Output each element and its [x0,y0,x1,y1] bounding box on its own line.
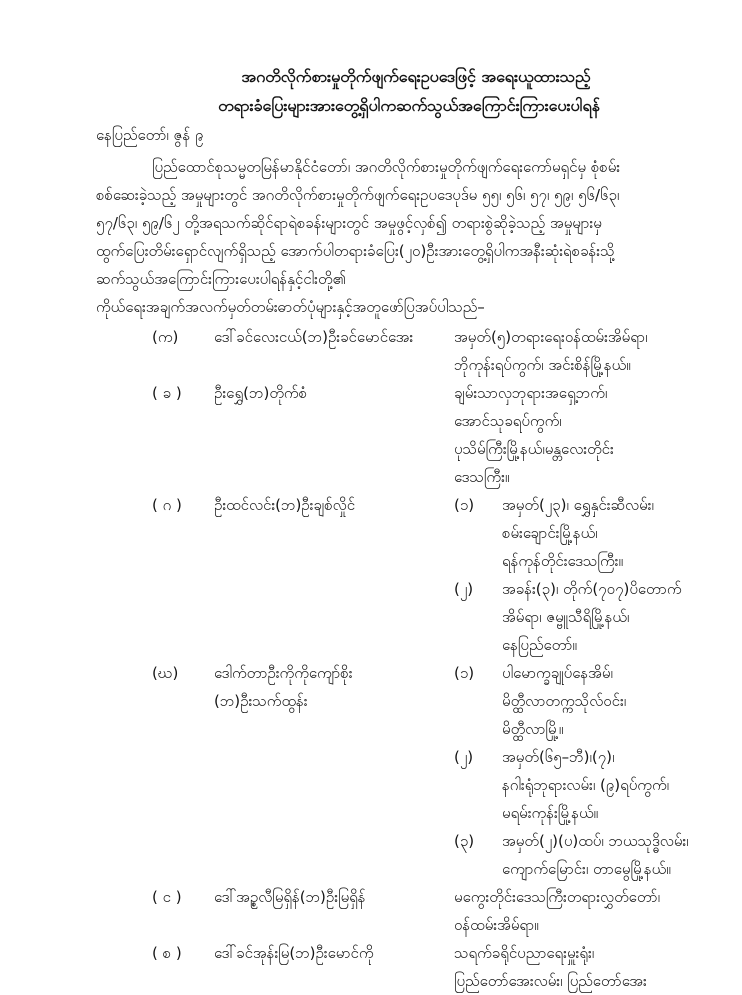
entry-addresses [454,491,722,659]
body-paragraph [96,153,722,293]
entry-label: (က) [152,327,179,346]
fugitive-entry [152,883,722,939]
address-text [502,827,722,883]
address-number: (၁) [454,495,475,514]
address-text [502,575,722,659]
address-text [502,491,722,575]
address-line: ဒေသကြီး။ [454,467,510,486]
address-line: နေပြည်တော်။ [502,635,577,654]
fugitive-list [96,323,722,995]
address-line: အမှတ်(၂)(ပ)ထပ်၊ ဘယသုဒ္ဓိလမ်း၊ [502,831,689,850]
address-text [502,659,722,743]
intro-line: ကိုယ်ရေးအချက်အလက်မှတ်တမ်းဓာတ်ပုံများနှင့်အတူဖော်ပြအပ်ပါသည်– [96,297,485,316]
address-item [454,491,722,575]
entry-addresses [454,883,722,939]
address-line: ကျောက်မြောင်း၊ တာမွေမြို့နယ်။ [502,859,671,878]
entry-name [214,491,454,659]
name-line: (ဘ)ဦးသက်ထွန်း [214,691,308,710]
address-line: ဝန်ထမ်းအိမ်ရာ။ [454,915,539,934]
address-line: ပြည်တော်အေးလမ်း၊ ပြည်တော်အေး [454,971,647,990]
paragraph-line: ထွက်ပြေးတိမ်းရှောင်လျက်ရှိသည့် အောက်ပါတရားခံပြေး(၂၀)ဦးအားတွေ့ရှိပါကအနီးဆုံးရဲစခန်းသို့ [96,241,615,260]
entry-label: ( ဂ ) [152,495,182,514]
entry-name [214,939,454,995]
name-line: ဒေါ်ခင်အုန်းမြ(ဘ)ဦးမောင်ကို [214,943,374,962]
entry-name [214,883,454,939]
address-line: မရမ်းကုန်းမြို့နယ်။ [502,803,599,822]
name-line: ဒေါ်အဥ္စလီမြရှိန်(ဘ)ဦးမြရှိန် [214,887,366,906]
address-line: စမ်းချောင်းမြို့နယ်၊ [502,523,598,542]
address-item [454,743,722,827]
address-line: အမှတ်(၆၅–ဘီ)၊(၇)၊ [502,747,615,766]
address-line: နဂါးရုံဘုရားလမ်း၊ (၉)ရပ်ကွက်၊ [502,775,669,794]
address-line: အမှတ်(၅)တရားရေးဝန်ထမ်းအိမ်ရာ၊ [454,327,648,346]
address-number: (၂) [454,579,474,598]
address-line: ဘိုကုန်းရပ်ကွက်၊ အင်းစိန်မြို့နယ်။ [454,355,631,374]
address-number: (၁) [454,663,475,682]
address-line: အိမ်ရာ၊ ဇမ္ဗူသီရိမြို့နယ်၊ [502,607,630,626]
address-line: အခန်း(၃)၊ တိုက်(၇၀၇)ပိတောက် [502,579,682,598]
paragraph-line: ၅၇/၆၃၊ ၅၉/၆၂ တို့အရသက်ဆိုင်ရာရဲစခန်းများတွင် အမှုဖွင့်လှစ်၍ တရားစွဲဆိုခဲ့သည့် အမှုများမှ [96,213,602,232]
paragraph-line: စစ်ဆေးခဲ့သည့် အမှုများတွင် အဂတိလိုက်စားမှုတိုက်ဖျက်ရေးဥပဒေပုဒ်မ ၅၅၊ ၅၆၊ ၅၇၊ ၅၉၊ ၅၆/၆၃၊ [96,185,620,204]
title-line-2: တရားခံပြေးများအားတွေ့ရှိပါကဆက်သွယ်အကြောင်းကြားပေးပါရန် [218,96,600,115]
address-line: အမှတ်(၂၃)၊ ရွှေနှင်းဆီလမ်း၊ [502,495,654,514]
entry-label: ( စ ) [152,943,182,962]
paragraph-line: ဆက်သွယ်အကြောင်းကြားပေးပါရန်နှင့်ငါးတို့၏ [96,269,346,288]
dateline: နေပြည်တော်၊ ဇွန် ၉ [96,126,204,144]
name-line: ဒေါ်ခင်လေးငယ်(ဘ)ဦးခင်မောင်အေး [214,327,414,346]
entry-addresses [454,659,722,883]
address-item [454,659,722,743]
address-item [454,827,722,883]
address-line: ပါမောက္ခချုပ်နေအိမ်၊ [502,663,613,682]
address-line: ချမ်းသာလှဘုရားအရှေ့ဘက်၊ [454,383,608,402]
address-number: (၂) [454,747,474,766]
title-line-1: အဂတိလိုက်စားမှုတိုက်ဖျက်ရေးဥပဒေဖြင့် အရေးယူထားသည့် [241,67,591,86]
entry-label: ( ခ ) [152,383,182,402]
fugitive-entry [152,323,722,379]
fugitive-entry [152,491,722,659]
entry-addresses [454,379,722,491]
entry-addresses [454,939,722,995]
paragraph-line: ပြည်ထောင်စုသမ္မတမြန်မာနိုင်ငံတော်၊ အဂတိလိုက်စားမှုတိုက်ဖျက်ရေးကော်မရှင်မှ စုံစမ်း [152,157,621,176]
fugitive-entry [152,379,722,491]
address-line: ရန်ကုန်တိုင်းဒေသကြီး။ [502,551,623,570]
entry-addresses [454,323,722,379]
address-text [502,743,722,827]
name-line: ဦးထင်လင်း(ဘ)ဦးချစ်လှိုင် [214,495,356,514]
entry-name [214,379,454,491]
address-line: သရက်ခရိုင်ပညာရေးမှူးရုံး၊ [454,943,595,962]
entry-label: (ဃ) [152,663,179,682]
address-line: မကွေးတိုင်းဒေသကြီးတရားလွှတ်တော်၊ [454,887,660,906]
entry-label: ( င ) [152,887,182,906]
address-number: (၃) [454,831,475,850]
address-line: မိတ္ထီလာမြို့။ [502,719,564,738]
entry-name [214,659,454,883]
address-item [454,575,722,659]
address-line: ပုသိမ်ကြီးမြို့နယ်၊မန္တလေးတိုင်း [454,439,614,458]
address-line: မိတ္ထီလာတက္ကသိုလ်ဝင်း၊ [502,691,627,710]
fugitive-entry [152,659,722,883]
entry-name [214,323,454,379]
name-line: ဦးရွှေ(ဘ)တိုက်စံ [214,383,308,402]
address-line: အောင်သုခရပ်ကွက်၊ [454,411,562,430]
name-line: ဒေါက်တာဦးကိုကိုကျော်စိုး [214,663,353,682]
fugitive-entry [152,939,722,995]
